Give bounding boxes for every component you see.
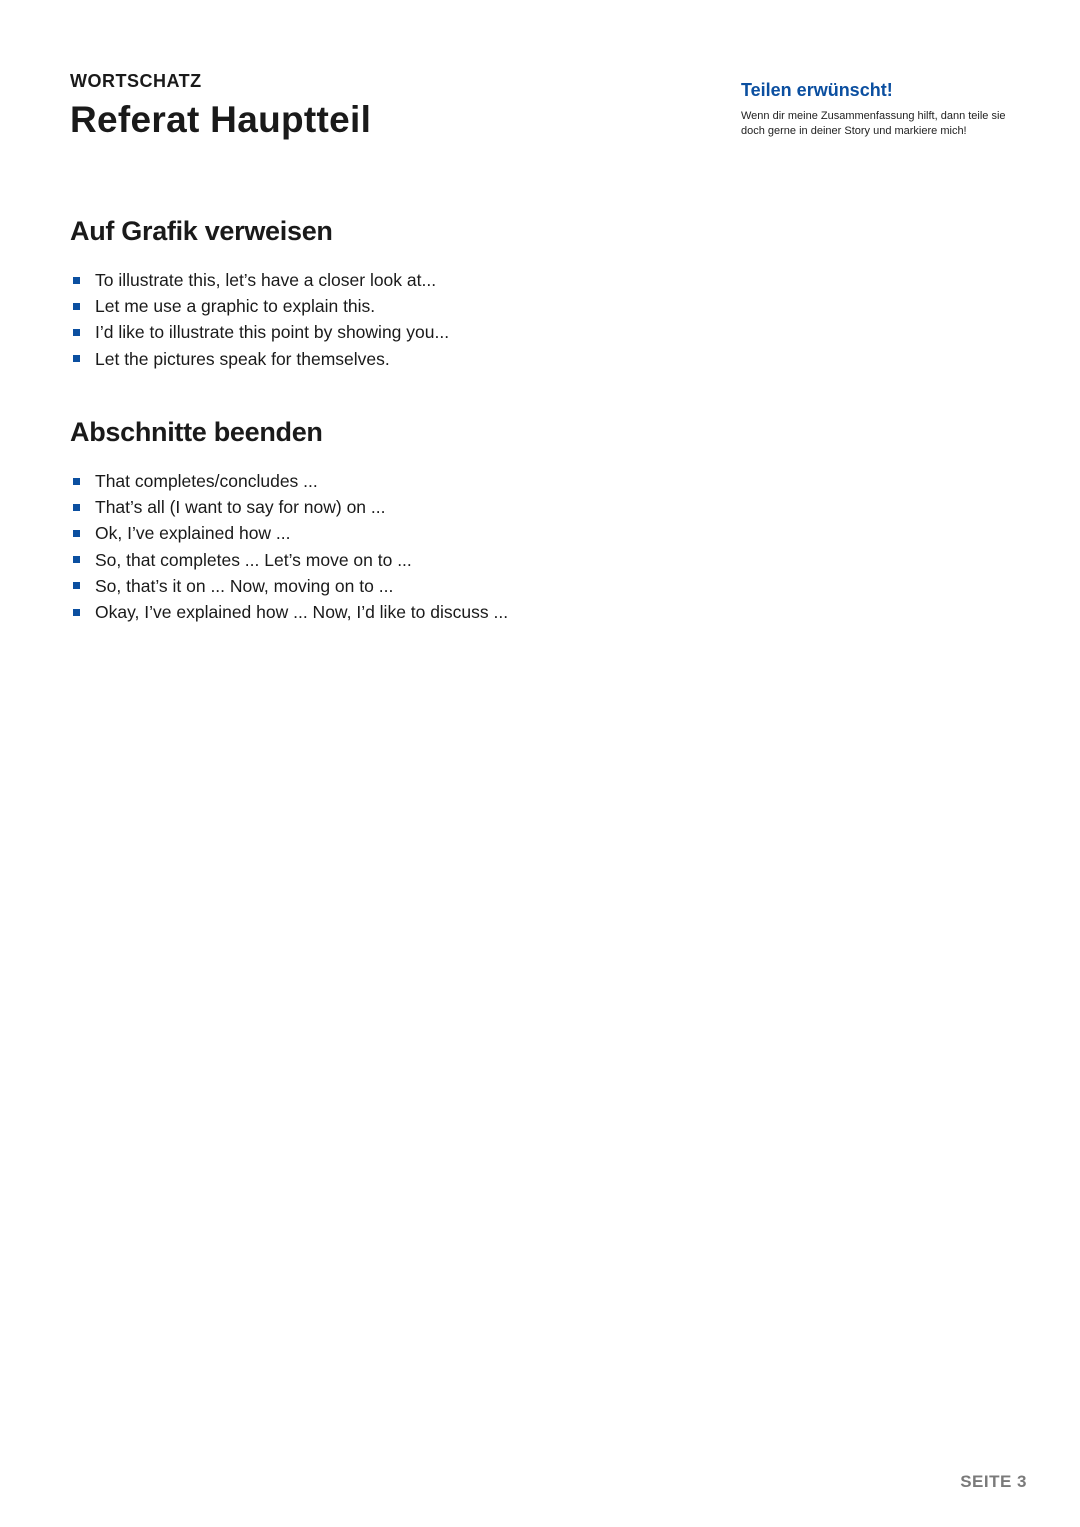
list-item-text: So, that’s it on ... Now, moving on to ... (95, 575, 394, 596)
square-bullet-icon (73, 355, 80, 362)
square-bullet-icon (73, 329, 80, 336)
list-item-text: Ok, I’ve explained how ... (95, 523, 291, 544)
list-item (70, 547, 508, 573)
bullet-list (70, 267, 449, 372)
section-heading: Abschnitte beenden (70, 417, 323, 447)
list-item-text: So, that completes ... Let’s move on to ... (95, 549, 412, 570)
list-item (70, 520, 508, 546)
list-item (70, 319, 449, 345)
list-item-text: Okay, I’ve explained how ... Now, I’d like to discuss ... (95, 602, 509, 623)
list-item-text: That completes/concludes ... (95, 471, 318, 492)
list-item (70, 468, 508, 494)
list-item (70, 573, 508, 599)
bullet-list (70, 468, 508, 625)
list-item-text: Let me use a graphic to explain this. (95, 296, 376, 317)
list-item-text: That’s all (I want to say for now) on ... (95, 497, 386, 518)
square-bullet-icon (73, 504, 80, 511)
list-item-text: To illustrate this, let’s have a closer look at... (95, 270, 437, 291)
list-item-text: Let the pictures speak for themselves. (95, 348, 390, 369)
share-note (741, 79, 1031, 139)
section-auf-grafik-verweisen (70, 215, 449, 372)
list-item (70, 494, 508, 520)
square-bullet-icon (73, 303, 80, 310)
page-title: Referat Hauptteil (70, 99, 372, 140)
square-bullet-icon (73, 582, 80, 589)
square-bullet-icon (73, 530, 80, 537)
share-title: Teilen erwünscht! (741, 80, 893, 100)
page-header (70, 70, 371, 142)
category-label: WORTSCHATZ (70, 71, 202, 91)
list-item-text: I’d like to illustrate this point by showing you... (95, 322, 450, 343)
share-text: Wenn dir meine Zusammenfassung hilft, dann teile sie doch gerne in deiner Story und markiere mich! (741, 110, 1006, 137)
square-bullet-icon (73, 478, 80, 485)
list-item (70, 293, 449, 319)
square-bullet-icon (73, 609, 80, 616)
page-number: SEITE 3 (960, 1472, 1027, 1491)
square-bullet-icon (73, 277, 80, 284)
list-item (70, 599, 508, 625)
square-bullet-icon (73, 556, 80, 563)
section-heading: Auf Grafik verweisen (70, 216, 333, 246)
list-item (70, 267, 449, 293)
list-item (70, 346, 449, 372)
section-abschnitte-beenden (70, 416, 508, 625)
